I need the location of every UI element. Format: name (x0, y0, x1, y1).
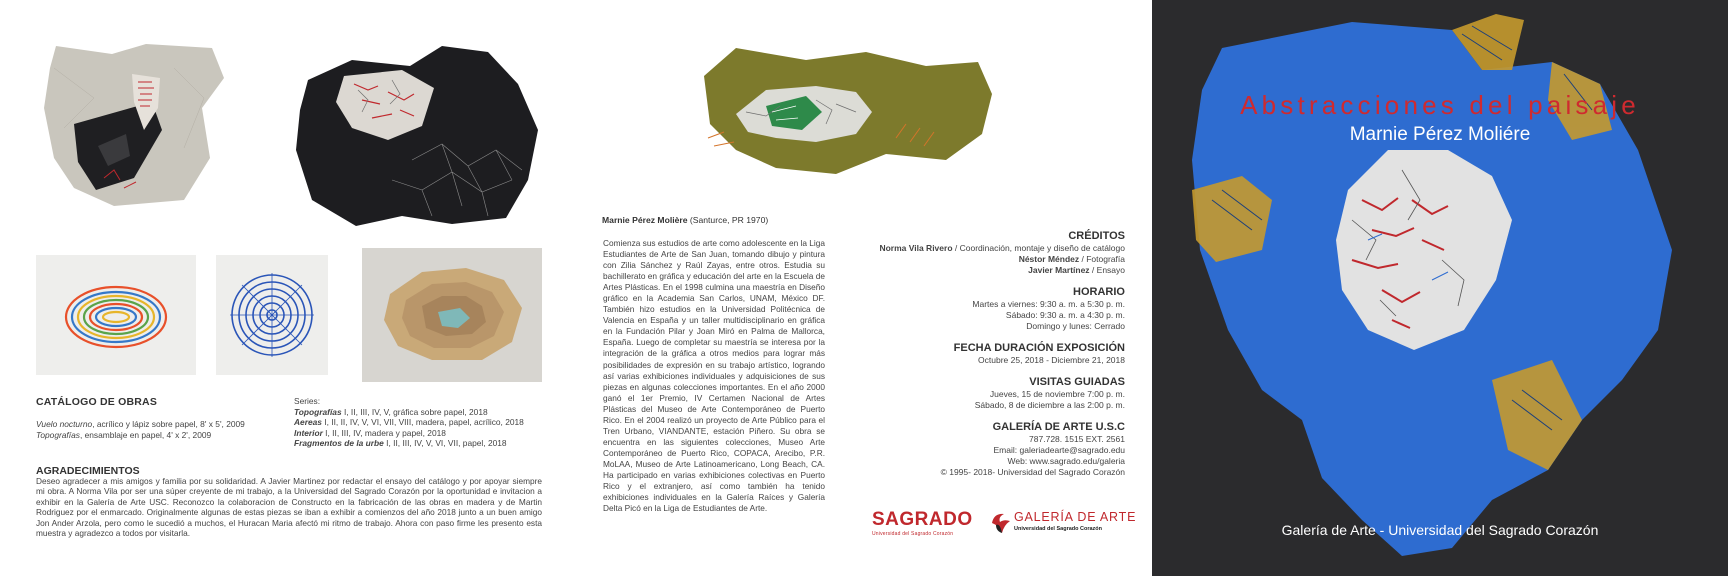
galeria-logo (990, 511, 1136, 532)
catalog-works (36, 419, 245, 440)
series-item: Fragmentos de la urbe I, II, III, IV, V, VI, VII, papel, 2018 (294, 438, 507, 448)
catalog-work-item: Topografías, ensamblaje en papel, 4' x 2', 2009 (36, 429, 212, 440)
catalog-series (294, 396, 584, 449)
artwork-interior (362, 248, 542, 382)
cover-panel (1152, 0, 1728, 576)
artist-bio-heading: Marnie Pérez Molière (Santurce, PR 1970) (602, 215, 769, 225)
cover-artwork (1152, 0, 1728, 576)
tours-title: VISITAS GUIADAS (1029, 376, 1125, 388)
sagrado-logo-sub: Universidad del Sagrado Corazón (872, 531, 954, 537)
catalog-title: CATÁLOGO DE OBRAS (36, 396, 158, 408)
series-item: Aereas I, II, II, IV, V, VI, VII, VIII, madera, papel, acrílico, 2018 (294, 417, 524, 427)
galeria-logo-word: GALERÍA DE ARTE (1014, 510, 1137, 524)
gallery-phone: 787.728. 1515 EXT. 2561 (1029, 434, 1125, 444)
sagrado-logo (872, 510, 973, 537)
gallery-title: GALERÍA DE ARTE U.S.C (992, 421, 1125, 433)
sagrado-logo-word: SAGRADO (872, 509, 973, 530)
catalog-work-item: Vuelo nocturno, acrílico y lápiz sobre papel, 8' x 5', 2009 (36, 419, 245, 429)
duration-title: FECHA DURACIÓN EXPOSICIÓN (953, 342, 1125, 354)
artwork-fragmentos-urbe (696, 42, 996, 182)
cover-artist: Marnie Pérez Moliére (1349, 124, 1531, 145)
series-item: Topografías I, II, III, IV, V, gráfica sobre papel, 2018 (294, 406, 488, 417)
credit-line: Javier Martínez / Ensayo (1028, 265, 1125, 275)
galeria-logo-sub: Universidad del Sagrado Corazón (1014, 526, 1103, 532)
cover-title: Abstracciones del paisaje (1240, 90, 1640, 120)
gallery-web: Web: www.sagrado.edu/galeria (1007, 456, 1125, 466)
acknowledgments-title: AGRADECIMIENTOS (36, 465, 140, 477)
credit-line: Néstor Méndez / Fotografía (1018, 254, 1125, 264)
artwork-topografia-ii (216, 255, 328, 375)
artist-bio-body: Comienza sus estudios de arte como adolescente en la Liga Estudiantes de Arte de San Juan, tomando dibujo y pintura con Zilia Sánchez y Raúl Zayas, entre otros. Estudia su bachillerato en gráfica y educación del arte en la Escuela de Artes Plásticas. En el 1998 culmina una maestría en Diseño gráfico en la Academia San Carlos, UNAM, México DF. También hizo estudios en la Universidad Politécnica de Valencia en España y un taller multidisciplinario en gráfica en la Fundación Pilar y Joan Miró en Palma de Mallorca, España. Luego de completar su maestría se interesa por la integración de la gráfica a otros medios para lograr más posibilidades de expresión en su trabajo artístico, logrando así varias exhibiciones individuales y adquisiciones de sus piezas en algunas colecciones importantes. En el año 2000 ganó el 1er Premio, IV Certamen Nacional de Artes Plásticas del Museo de Arte Contemporáneo de Puerto Rico. En el 2004 realizó un proyecto de Arte Público para el Tren Urbano, VIANDANTE, estación Piñero. Su obra se encuentra en las siguientes colecciones, Museo Arte Contemporáneo de Puerto Rico, COPACA, Arecibo, P.R. MoLAA, Museo de Arte Latinoamericano, Long Beach, CA. Ha participado en varias exhibiciones colectivas en Puerto Rico y el extranjero, así como también ha tenido exhibiciones individuales en la Galería Raíces y Galería Delta Picó en la Liga de Estudiantes de Arte. (603, 238, 825, 514)
duration-line: Octubre 25, 2018 - Diciembre 21, 2018 (978, 355, 1125, 365)
acknowledgments-body: Deseo agradecer a mis amigos y familia por su solidaridad. A Javier Martinez por redactar el ensayo del catálogo y por apoyar siempre mi obra. A Norma Vila por ser una súper creyente de mi trabajo, a la Universidad del Sagrado Corazón por la oportunidad e invitacion a exhibir en la Galería de Arte USC. Reconozco la colaboracion de Constructo en la fabricación de las obras en madera y de Martin Rodriguez por el enmarcado. Originalmente algunas de estas piezas se iban a exhibir a comienzos del año 2018 junto a un buen amigo Jon Ander Arzola, pero como le sucedió a muchos, el Huracan Maria afectó mi ritmo de trabajo. Ahora con paso firme les presento esta muestra y agradezco a todos por visitarla. (36, 476, 542, 539)
artwork-vuelo-nocturno (34, 38, 234, 210)
schedule-line: Martes a viernes: 9:30 a. m. a 5:30 p. m. (972, 299, 1125, 309)
schedule-line: Domingo y lunes: Cerrado (1026, 321, 1125, 331)
artwork-topografia-i (36, 255, 196, 375)
credit-line: Norma Vila Rivero / Coordinación, montaje y diseño de catálogo (879, 243, 1125, 253)
gallery-copyright: © 1995- 2018- Universidad del Sagrado Corazón (940, 467, 1125, 477)
credits-title: CRÉDITOS (1068, 230, 1125, 242)
galeria-logo-icon (990, 511, 1012, 535)
schedule-line: Sábado: 9:30 a. m. a 4:30 p. m. (1005, 310, 1125, 320)
info-column (825, 224, 1125, 478)
gallery-email: Email: galeriadearte@sagrado.edu (993, 445, 1125, 455)
cover-footer: Galería de Arte - Universidad del Sagrado Corazón (1281, 522, 1599, 538)
tours-line: Jueves, 15 de noviembre 7:00 p. m. (989, 389, 1125, 399)
series-label: Series: (294, 396, 321, 406)
series-item: Interior I, II, III, IV, madera y papel, 2018 (294, 427, 446, 438)
artwork-topografias (292, 40, 544, 230)
schedule-title: HORARIO (1073, 286, 1125, 298)
tours-line: Sábado, 8 de diciembre a las 2:00 p. m. (974, 400, 1125, 410)
